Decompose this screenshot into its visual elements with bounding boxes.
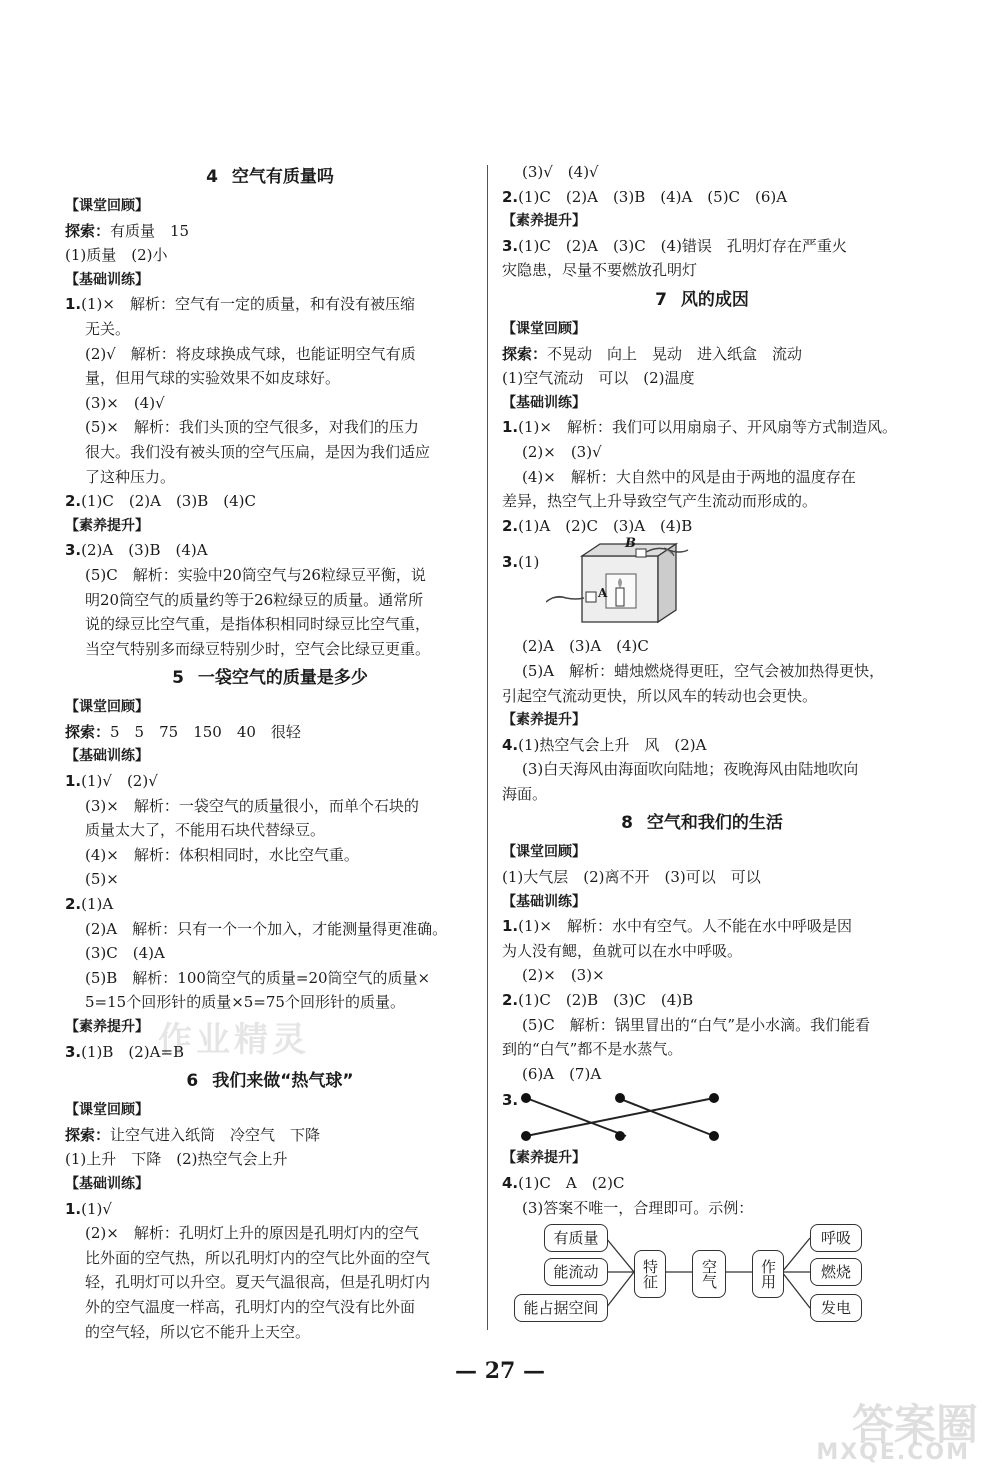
tag-basic: 【基础训练】 xyxy=(502,394,586,411)
s7-item-3-line: (5)A 解析：蜡烛燃烧得更旺，空气会被加热得更快， xyxy=(522,661,885,680)
tag-review: 【课堂回顾】 xyxy=(65,699,149,716)
s8-item-4: 4.(1)C A (2)C xyxy=(502,1174,625,1192)
s4-item-1: 1.(1)× 解析：空气有一定的质量，和有没有被压缩 xyxy=(65,295,415,314)
tag-improve: 【素养提升】 xyxy=(502,712,586,729)
map-node-left: 能占据空间 xyxy=(514,1294,608,1322)
map-node-right: 呼吸 xyxy=(810,1224,862,1252)
tag-review: 【课堂回顾】 xyxy=(502,844,586,861)
section-8-heading: 8 空气和我们的生活 xyxy=(621,813,783,834)
label-A: A xyxy=(598,586,608,601)
s8-item-3: 3. xyxy=(502,1091,519,1110)
s5-item-1: 1.(1)√ (2)√ xyxy=(65,772,158,791)
s7-item-1: 1.(1)× 解析：我们可以用扇扇子、开风扇等方式制造风。 xyxy=(502,418,897,437)
wind-box-illustration xyxy=(546,538,696,632)
tag-improve: 【素养提升】 xyxy=(502,1150,586,1167)
s7-item-3-figure-row xyxy=(502,538,902,634)
s6-item-1-line: (2)× 解析：孔明灯上升的原因是孔明灯内的空气 xyxy=(85,1224,419,1243)
tag-review: 【课堂回顾】 xyxy=(65,198,149,214)
map-node-right: 发电 xyxy=(810,1294,862,1322)
s4-item-1-line: (3)× (4)√ xyxy=(85,393,165,412)
s7-item-3-line: 引起空气流动更快，所以风车的转动也会更快。 xyxy=(502,686,818,705)
s8-item-2: 2.(1)C (2)B (3)C (4)B xyxy=(502,991,694,1010)
s8-item-2-line: 到的“白气”都不是水蒸气。 xyxy=(502,1040,683,1059)
left-column xyxy=(65,160,475,1344)
s4-item-3-line: (5)C 解析：实验中20筒空气与26粒绿豆平衡，说 xyxy=(85,565,426,584)
s6-item-1-line: 轻，孔明灯可以升空。夏天气温很高，但是孔明灯内 xyxy=(85,1273,431,1292)
tag-improve: 【素养提升】 xyxy=(65,517,149,534)
tag-improve: 【素养提升】 xyxy=(502,213,586,230)
s4-item-1-line: 量，但用气球的实验效果不如皮球好。 xyxy=(85,369,341,388)
s4-item-3-line: 明20筒空气的质量约等于26粒绿豆的质量。通常所 xyxy=(85,590,424,609)
s4-item-1-line: 很大。我们没有被头顶的空气压扁，是因为我们适应 xyxy=(85,442,431,461)
s7-explore: 探索：不晃动 向上 晃动 进入纸盒 流动 xyxy=(502,344,803,363)
s6-item-2: 2.(1)C (2)A (3)B (4)A (5)C (6)A xyxy=(502,187,788,206)
s4-item-3-line: 说的绿豆比空气重，是指体积相同时绿豆比空气重， xyxy=(85,615,431,634)
tag-review: 【课堂回顾】 xyxy=(502,320,586,337)
s4-item-2: 2.(1)C (2)A (3)B (4)C xyxy=(65,492,256,511)
s7-question: (1)空气流动 可以 (2)温度 xyxy=(502,369,695,388)
s7-item-3: 3.(1) xyxy=(502,553,540,572)
section-4-heading: 4 空气有质量吗 xyxy=(206,167,334,187)
s8-item-4-line: (3)答案不唯一，合理即可。示例： xyxy=(522,1198,754,1217)
tag-basic: 【基础训练】 xyxy=(502,893,586,910)
column-divider xyxy=(487,165,488,1330)
tag-basic: 【基础训练】 xyxy=(65,748,149,765)
s5-item-1-line: (3)× 解析：一袋空气的质量很小，而单个石块的 xyxy=(85,796,419,815)
s6-item-1-continued: (3)√ (4)√ xyxy=(522,163,599,181)
s4-question: (1)质量 (2)小 xyxy=(65,246,168,265)
s6-item-1-line: 比外面的空气热，所以孔明灯内的空气比外面的空气 xyxy=(85,1248,431,1267)
s6-explore: 探索：让空气进入纸筒 冷空气 下降 xyxy=(65,1125,321,1144)
section-6-heading: 6 我们来做“热气球” xyxy=(186,1071,354,1092)
section-7-heading: 7 风的成因 xyxy=(655,289,749,310)
s6-item-3: 3.(1)C (2)A (3)C (4)错误 孔明灯存在严重火 xyxy=(502,236,847,255)
s4-item-1-line: 无关。 xyxy=(85,319,131,338)
s5-item-2-line: 5=15个回形针的质量×5=75个回形针的质量。 xyxy=(85,993,405,1012)
s4-item-3: 3.(2)A (3)B (4)A xyxy=(65,541,208,560)
s4-item-1-line: (5)× 解析：我们头顶的空气很多，对我们的压力 xyxy=(85,418,419,437)
s8-item-1-line: (2)× (3)× xyxy=(522,966,605,985)
s4-explore: 探索：有质量 15 xyxy=(65,221,190,240)
map-node-use: 作用 xyxy=(752,1250,784,1298)
s7-item-4-line: 海面。 xyxy=(502,784,548,803)
map-node-feature: 特征 xyxy=(634,1250,666,1298)
s5-item-1-line: (4)× 解析：体积相同时，水比空气重。 xyxy=(85,845,359,864)
s4-item-1-line: 了这种压力。 xyxy=(85,467,176,486)
s5-item-2-line: (3)C (4)A xyxy=(85,944,165,963)
s5-item-2-line: (5)B 解析：100筒空气的质量=20筒空气的质量× xyxy=(85,968,431,987)
watermark-url: MXQE.COM xyxy=(816,1440,970,1465)
map-node-right: 燃烧 xyxy=(810,1258,862,1286)
s5-item-1-line: 质量太大了，不能用石块代替绿豆。 xyxy=(85,821,326,840)
s7-item-4: 4.(1)热空气会上升 风 (2)A xyxy=(502,735,707,754)
s7-item-1-line: (2)× (3)√ xyxy=(522,442,602,461)
map-node-left: 能流动 xyxy=(544,1258,608,1286)
s8-question: (1)大气层 (2)离不开 (3)可以 可以 xyxy=(502,868,761,887)
map-node-center: 空气 xyxy=(692,1250,726,1298)
page-number: — 27 — xyxy=(455,1358,545,1384)
tag-basic: 【基础训练】 xyxy=(65,271,149,288)
right-column xyxy=(502,160,902,1330)
section-5-heading: 5 一袋空气的质量是多少 xyxy=(172,668,368,689)
s8-item-1: 1.(1)× 解析：水中有空气。人不能在水中呼吸是因 xyxy=(502,917,852,936)
tag-improve: 【素养提升】 xyxy=(65,1019,149,1035)
s6-question: (1)上升 下降 (2)热空气会上升 xyxy=(65,1150,288,1169)
s5-item-2-line: (2)A 解析：只有一个一个加入，才能测量得更准确。 xyxy=(85,919,448,938)
s6-item-3-line: 灾隐患，尽量不要燃放孔明灯 xyxy=(502,261,698,280)
map-node-left: 有质量 xyxy=(544,1224,608,1252)
s6-item-1: 1.(1)√ xyxy=(65,1199,112,1218)
watermark-logo: 答案圈 xyxy=(851,1400,978,1449)
s5-item-3: 3.(1)B (2)A=B xyxy=(65,1042,185,1061)
label-B: B xyxy=(625,536,636,552)
s7-item-1-line: 差异，热空气上升导致空气产生流动而形成的。 xyxy=(502,492,818,511)
s5-item-1-line: (5)× xyxy=(85,870,119,889)
s8-item-2-line: (6)A (7)A xyxy=(522,1064,602,1083)
matching-lines xyxy=(518,1086,728,1144)
tag-review: 【课堂回顾】 xyxy=(65,1102,149,1119)
s5-explore: 探索：5 5 75 150 40 很轻 xyxy=(65,722,301,741)
s4-item-1-line: (2)√ 解析：将皮球换成气球，也能证明空气有质 xyxy=(85,344,416,363)
watermark: 作业精灵 xyxy=(158,1020,310,1060)
s8-item-2-line: (5)C 解析：锅里冒出的“白气”是小水滴。我们能看 xyxy=(522,1015,871,1034)
tag-basic: 【基础训练】 xyxy=(65,1175,149,1192)
s6-item-1-line: 的空气轻，所以它不能升上天空。 xyxy=(85,1322,311,1341)
s8-item-3-matching xyxy=(502,1086,902,1146)
s8-item-1-line: 为人没有鳃，鱼就可以在水中呼吸。 xyxy=(502,941,743,960)
s5-item-2: 2.(1)A xyxy=(65,895,114,914)
s4-item-3-line: 当空气特别多而绿豆特别少时，空气会比绿豆更重。 xyxy=(85,639,431,658)
s7-item-1-line: (4)× 解析：大自然中的风是由于两地的温度存在 xyxy=(522,467,856,486)
concept-map xyxy=(502,1220,902,1330)
s7-item-3-line: (2)A (3)A (4)C xyxy=(522,637,649,656)
s6-item-1-line: 外的空气温度一样高，孔明灯内的空气没有比外面 xyxy=(85,1297,416,1316)
s7-item-4-line: (3)白天海风由海面吹向陆地；夜晚海风由陆地吹向 xyxy=(522,760,859,779)
s7-item-2: 2.(1)A (2)C (3)A (4)B xyxy=(502,516,693,535)
